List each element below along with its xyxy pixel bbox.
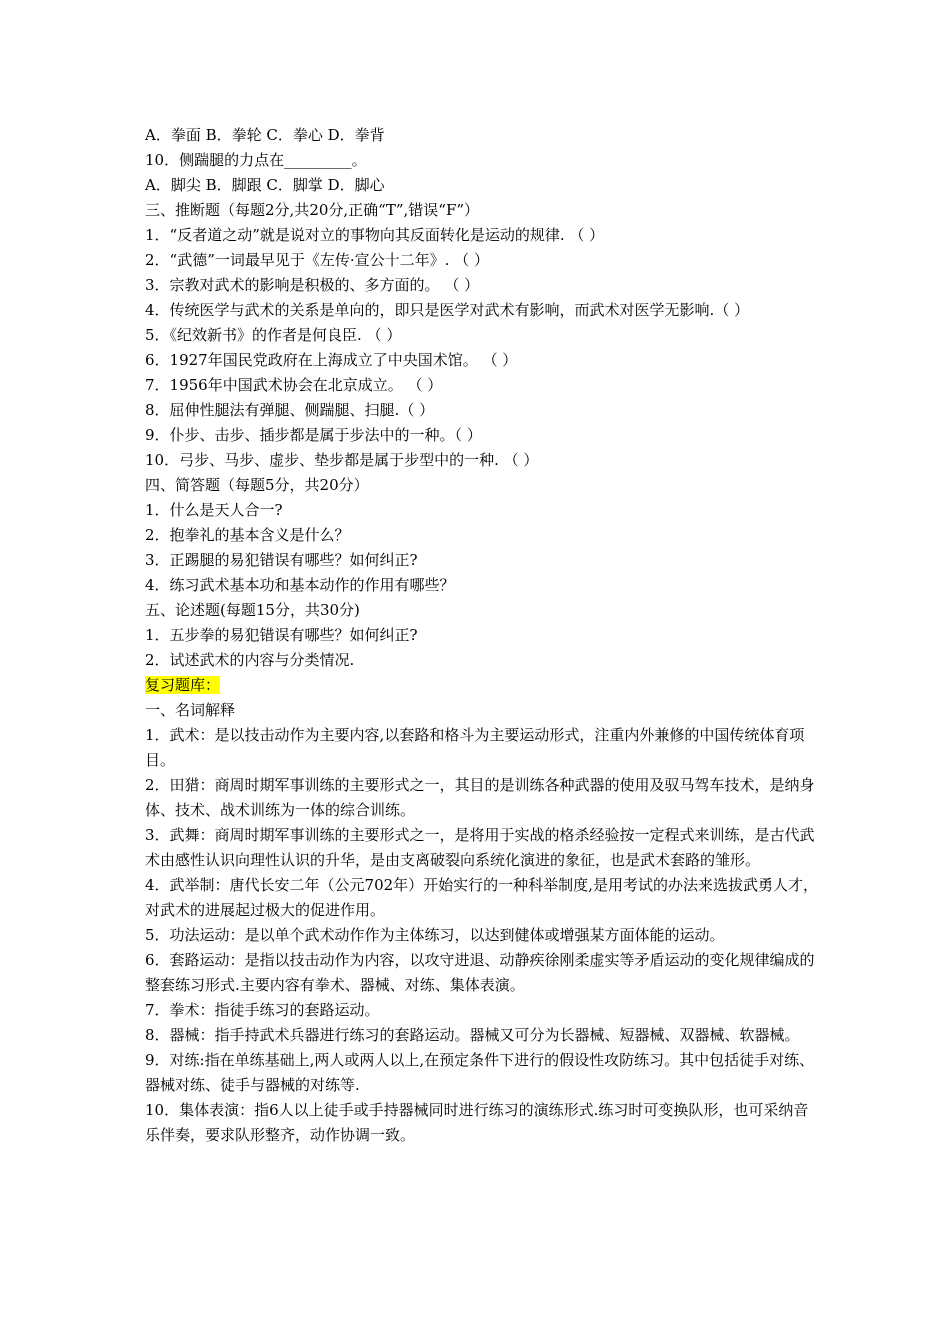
- question-10: 10．侧踹腿的力点在_________。: [145, 151, 367, 169]
- definition-item-8: 8．器械：指手持武术兵器进行练习的套路运动。器械又可分为长器械、短器械、双器械、软器械。: [145, 1026, 800, 1044]
- judgment-item-10: 10．弓步、马步、虚步、垫步都是属于步型中的一种. （ ）: [145, 451, 539, 469]
- term-definition-heading: 一、名词解释: [145, 701, 236, 719]
- judgment-item-3: 3．宗教对武术的影响是积极的、多方面的。 （ ）: [145, 276, 480, 294]
- section-4-heading: 四、简答题（每题5分，共20分）: [145, 476, 369, 494]
- short-answer-item-3: 3．正踢腿的易犯错误有哪些？如何纠正?: [145, 551, 418, 569]
- judgment-item-2: 2．“武德”一词最早见于《左传·宣公十二年》. （ ）: [145, 251, 489, 269]
- section-5-heading: 五、论述题(每题15分，共30分): [145, 601, 360, 619]
- short-answer-item-1: 1．什么是天人合一?: [145, 501, 283, 519]
- judgment-item-5: 5．《纪效新书》的作者是何良臣. （ ）: [145, 326, 402, 344]
- review-bank-title: 复习题库：: [145, 676, 221, 694]
- section-3-heading: 三、推断题（每题2分,共20分,正确“T”,错误“F”）: [145, 201, 480, 219]
- judgment-item-9: 9．仆步、击步、插步都是属于步法中的一种。（ ）: [145, 426, 482, 444]
- definition-item-6: 6．套路运动：是指以技击动作为内容，以攻守进退、动静疾徐刚柔虚实等矛盾运动的变化规律编成的整套练习形式.主要内容有拳术、器械、对练、集体表演。: [145, 951, 815, 994]
- definition-item-1: 1．武术：是以技击动作为主要内容,以套路和格斗为主要运动形式，注重内外兼修的中国传统体育项目。: [145, 726, 805, 769]
- judgment-item-4: 4．传统医学与武术的关系是单向的，即只是医学对武术有影响，而武术对医学无影响.（ ）: [145, 301, 750, 319]
- definition-item-10: 10．集体表演：指6人以上徒手或手持器械同时进行练习的演练形式.练习时可变换队形，也可采纳音乐伴奏，要求队形整齐，动作协调一致。: [145, 1101, 809, 1144]
- answer-options-9: A．拳面 B．拳轮 C．拳心 D．拳背: [145, 126, 385, 144]
- short-answer-item-4: 4．练习武术基本功和基本动作的作用有哪些？: [145, 576, 455, 594]
- essay-item-2: 2．试述武术的内容与分类情况.: [145, 651, 355, 669]
- short-answer-item-2: 2．抱拳礼的基本含义是什么？: [145, 526, 350, 544]
- definition-item-3: 3．武舞：商周时期军事训练的主要形式之一，是将用于实战的格杀经验按一定程式来训练，是古代武术由感性认识向理性认识的升华，是由支离破裂向系统化演进的象征，也是武术套路的雏形。: [145, 826, 815, 869]
- judgment-item-7: 7．1956年中国武术协会在北京成立。 （ ）: [145, 376, 443, 394]
- judgment-item-1: 1．“反者道之动”就是说对立的事物向其反面转化是运动的规律. （ ）: [145, 226, 605, 244]
- definition-item-2: 2．田猎：商周时期军事训练的主要形式之一，其目的是训练各种武器的使用及驭马驾车技术，是纳身体、技术、战术训练为一体的综合训练。: [145, 776, 815, 819]
- definition-item-9: 9．对练:指在单练基础上,两人或两人以上,在预定条件下进行的假设性攻防练习。其中包括徒手对练、器械对练、徒手与器械的对练等.: [145, 1051, 815, 1094]
- judgment-item-8: 8．屈伸性腿法有弹腿、侧踹腿、扫腿.（ ）: [145, 401, 435, 419]
- review-bank-title-line: [145, 673, 820, 698]
- essay-item-1: 1．五步拳的易犯错误有哪些？如何纠正?: [145, 626, 418, 644]
- answer-options-10: A．脚尖 B．脚跟 C．脚掌 D．脚心: [145, 176, 385, 194]
- definition-item-4: 4．武举制：唐代长安二年（公元702年）开始实行的一种科举制度,是用考试的办法来选拔武勇人才，对武术的进展起过极大的促进作用。: [145, 876, 818, 919]
- judgment-item-6: 6．1927年国民党政府在上海成立了中央国术馆。 （ ）: [145, 351, 518, 369]
- definition-item-7: 7．拳术：指徒手练习的套路运动。: [145, 1001, 380, 1019]
- definition-item-5: 5．功法运动：是以单个武术动作作为主体练习，以达到健体或增强某方面体能的运动。: [145, 926, 725, 944]
- document-body: [145, 123, 820, 1148]
